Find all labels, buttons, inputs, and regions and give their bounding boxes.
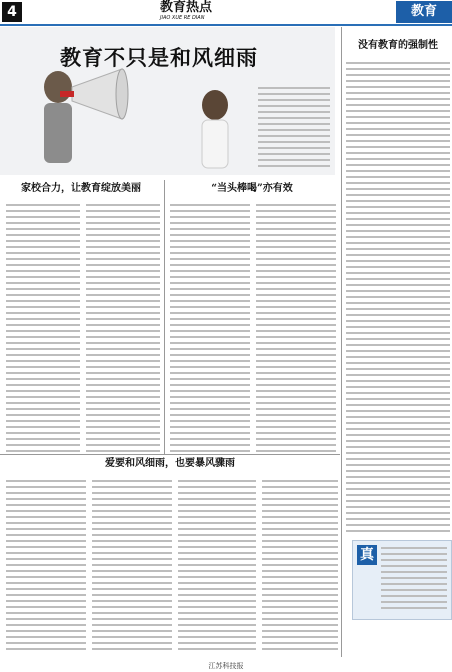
page-header xyxy=(0,0,452,24)
footer: 江苏科技报 xyxy=(208,662,244,670)
child-figure xyxy=(202,90,228,168)
article-3-col-1 xyxy=(6,480,86,654)
page-number: 4 xyxy=(2,2,22,22)
sidebar-body xyxy=(346,62,450,534)
adult-with-megaphone xyxy=(44,69,128,163)
article-title-1: 家校合力，让教育绽放美丽 xyxy=(21,183,141,194)
article-3-col-3 xyxy=(178,480,256,654)
column-divider xyxy=(164,180,165,454)
article-2-col-2 xyxy=(256,204,336,452)
sidebar-divider xyxy=(341,27,342,657)
hero-banner xyxy=(0,27,335,175)
promo-box xyxy=(352,540,452,620)
promo-char: 真 xyxy=(357,545,377,565)
hero-title: 教育不只是和风细雨 xyxy=(60,45,258,70)
hero-caption xyxy=(258,87,330,167)
article-2-col-1 xyxy=(170,204,250,452)
article-title-2: “当头棒喝”亦有效 xyxy=(211,183,293,194)
article-title-3: 爱要和风细雨，也要暴风骤雨 xyxy=(105,458,235,469)
section-title: 教育热点 xyxy=(160,0,213,15)
article-1-col-2 xyxy=(86,204,160,452)
header-rule xyxy=(0,24,452,26)
masthead-logo: 教育 xyxy=(396,1,452,23)
promo-body xyxy=(381,547,447,613)
article-3-col-4 xyxy=(262,480,338,654)
section-divider xyxy=(0,454,340,455)
article-3-col-2 xyxy=(92,480,172,654)
article-1-col-1 xyxy=(6,204,80,452)
section-pinyin: JIAO XUE RE DIAN xyxy=(160,15,205,21)
sidebar-title: 没有教育的强制性 xyxy=(358,40,438,51)
